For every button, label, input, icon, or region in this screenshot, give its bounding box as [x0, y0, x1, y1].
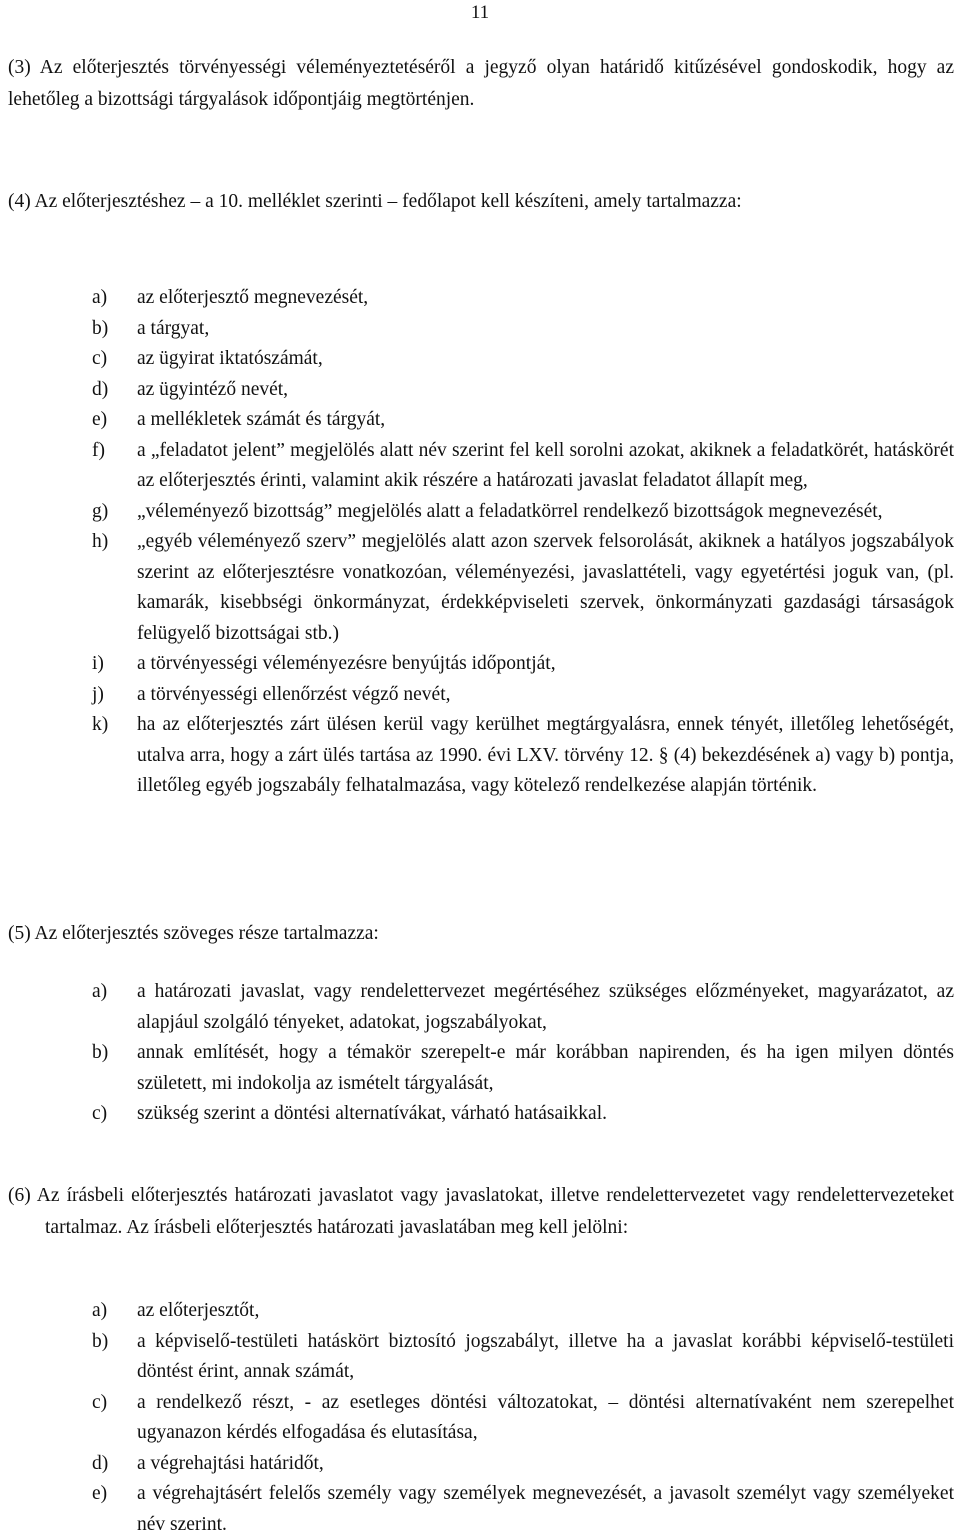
list-item-text: a végrehajtási határidőt,	[137, 1452, 324, 1474]
list-item	[92, 527, 954, 649]
list-item-text: a tárgyat,	[137, 317, 210, 339]
list-item-label: d)	[92, 378, 109, 400]
list-item-label: c)	[92, 348, 108, 369]
list-item-text: az előterjesztőt,	[137, 1300, 260, 1321]
list-item-label: a)	[92, 287, 108, 308]
list-item-text: annak említését, hogy a témakör szerepelt-e már korábban napirenden, és ha igen milyen döntés született, mi indokolja az ismételt tárgyalását,	[137, 1042, 954, 1094]
list-item	[92, 680, 954, 711]
list-item-text: „véleményező bizottság” megjelölés alatt a feladatkörrel rendelkező bizottságok megnevezését,	[137, 500, 883, 522]
list-item-label: f)	[92, 439, 105, 461]
list-item-label: k)	[92, 714, 109, 735]
list-item-label: e)	[92, 1483, 108, 1504]
list-item-label: e)	[92, 409, 108, 430]
list-item-text: az előterjesztő megnevezését,	[137, 287, 369, 308]
list-item-label: c)	[92, 1103, 108, 1124]
list-item-label: a)	[92, 981, 108, 1002]
list-item-text: szükség szerint a döntési alternatívákat, várható hatásaikkal.	[137, 1103, 607, 1124]
list-item-label: b)	[92, 1042, 109, 1063]
list-item-label: d)	[92, 1452, 109, 1474]
list-item-label: a)	[92, 1300, 108, 1321]
list-item-text: a képviselő-testületi hatáskört biztosító jogszabályt, illetve ha a javaslat korábbi képviselő-testületi döntést érint, annak számát,	[137, 1330, 954, 1382]
list-item	[92, 1296, 954, 1327]
list-item	[92, 344, 954, 375]
list-item-text: „egyéb véleményező szerv” megjelölés alatt azon szervek felsorolását, akiknek a hatályos jogszabályok szerint az előterjesztésre vonatkozóan, véleményezési, javaslattételi, vagy egyetértési joguk van, (pl. kamarák, kisebbségi önkormányzat, érdekképviseleti szervek, önkormányzati gazdasági társaságok felügyelő bizottságai stb.)	[137, 531, 954, 644]
paragraph-4: (4) Az előterjesztéshez – a 10. melléklet szerinti – fedőlapot kell készíteni, amely tartalmazza:	[8, 191, 742, 212]
paragraph-6: (6) Az írásbeli előterjesztés határozati javaslatot vagy javaslatokat, illetve rendelettervezetet vagy rendelettervezeteket tartalmaz. Az írásbeli előterjesztés határozati javaslatában meg kell jelölni:	[8, 1185, 954, 1238]
list-item	[92, 436, 954, 497]
list-item	[92, 710, 954, 802]
page-number: 11	[470, 2, 490, 23]
list-item-text: a végrehajtásért felelős személy vagy személyek megnevezését, a javasolt személyt vagy személyeket név szerint.	[137, 1483, 954, 1535]
list-4	[92, 283, 954, 802]
list-item	[92, 1099, 954, 1130]
list-item-text: a mellékletek számát és tárgyát,	[137, 409, 386, 430]
list-5	[92, 977, 954, 1130]
list-item-label: b)	[92, 1330, 109, 1352]
list-item	[92, 283, 954, 314]
list-item	[92, 1038, 954, 1099]
list-item-text: a rendelkező részt, - az esetleges döntési változatokat, – döntési alternatívaként nem szerepelhet ugyanazon kérdés elfogadása és elutasítása,	[137, 1391, 954, 1443]
list-item-text: az ügyirat iktatószámát,	[137, 348, 323, 369]
list-item	[92, 1388, 954, 1449]
list-item-label: b)	[92, 317, 109, 339]
list-item-label: g)	[92, 500, 109, 522]
list-item-label: h)	[92, 531, 109, 552]
list-item	[92, 405, 954, 436]
list-item-text: a törvényességi véleményezésre benyújtás időpontját,	[137, 653, 556, 674]
list-item	[92, 1327, 954, 1388]
list-item	[92, 977, 954, 1038]
paragraph-3: (3) Az előterjesztés törvényességi véleményeztetéséről a jegyző olyan határidő kitűzésével gondoskodik, hogy az lehetőleg a bizottsági tárgyalások időpontjáig megtörténjen.	[8, 57, 954, 110]
list-item-label: i)	[92, 653, 104, 674]
list-item-text: a törvényességi ellenőrzést végző nevét,	[137, 683, 451, 705]
list-item-text: a határozati javaslat, vagy rendelettervezet megértéséhez szükséges előzményeket, magyarázatot, az alapjául szolgáló tényeket, adatokat, jogszabályokat,	[137, 981, 954, 1033]
list-item	[92, 314, 954, 345]
list-item	[92, 1449, 954, 1480]
list-item-text: ha az előterjesztés zárt ülésen kerül vagy kerülhet megtárgyalásra, ennek tényét, illetőleg lehetőségét, utalva arra, hogy a zárt ülés tartása az 1990. évi LXV. törvény 12. § (4) bekezdésének a) vagy b) pontja, illetőleg egyéb jogszabály felhatalmazása, vagy kötelező rendelkezése alapján történik.	[137, 714, 954, 796]
list-item-text: az ügyintéző nevét,	[137, 378, 289, 400]
paragraph-5: (5) Az előterjesztés szöveges része tartalmazza:	[8, 923, 379, 944]
list-item	[92, 649, 954, 680]
list-item	[92, 497, 954, 528]
list-item-label: c)	[92, 1391, 108, 1413]
list-6	[92, 1296, 954, 1540]
list-item	[92, 375, 954, 406]
list-item-text: a „feladatot jelent” megjelölés alatt név szerint fel kell sorolni azokat, akiknek a feladatkörét, hatáskörét az előterjesztés érinti, valamint akik részére a határozati javaslat feladatot állapít meg,	[137, 439, 954, 491]
list-item-label: j)	[92, 683, 104, 705]
